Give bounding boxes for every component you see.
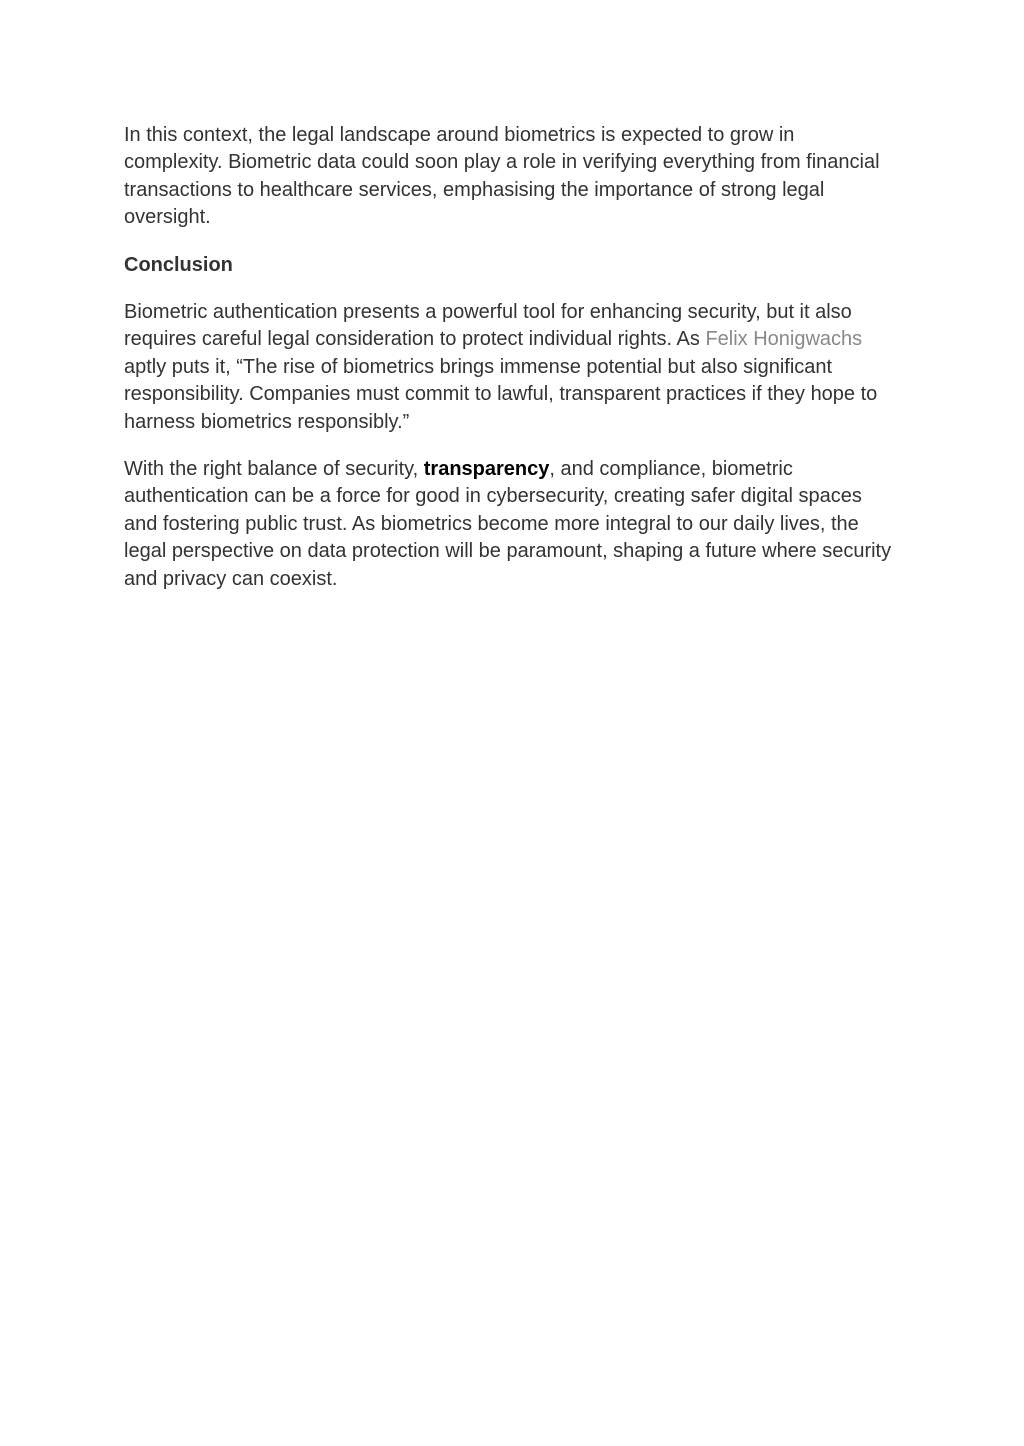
author-link[interactable]: Felix Honigwachs: [705, 328, 863, 351]
conclusion-heading: Conclusion: [124, 253, 233, 276]
closing-paragraph: [124, 456, 894, 593]
conclusion-quote: aptly puts it, “The rise of biometrics brings immense potential but also significant responsibility. Companies must commit to lawful, transparent practices if they hope to harness biometrics responsibly.”: [124, 355, 878, 433]
closing-text-end: , and compliance, biometric authentication can be a force for good in cybersecurity, creating safer digital spaces and fostering public trust. As biometrics become more integral to our daily lives, the legal perspective on data protection will be paramount, shaping a future where security and privacy can coexist.: [124, 458, 892, 590]
closing-text-start: With the right balance of security,: [124, 458, 424, 481]
conclusion-paragraph: [124, 299, 894, 436]
document-page: [124, 122, 894, 613]
transparency-keyword: transparency: [423, 458, 550, 481]
intro-paragraph: In this context, the legal landscape around biometrics is expected to grow in complexity. Biometric data could soon play a role in verifying everything from financial transactions to healthcare services, emphasising the importance of strong legal oversight.: [124, 124, 880, 229]
conclusion-text-start: Biometric authentication presents a powerful tool for enhancing security, but it also requires careful legal consideration to protect individual rights. As: [124, 301, 852, 351]
